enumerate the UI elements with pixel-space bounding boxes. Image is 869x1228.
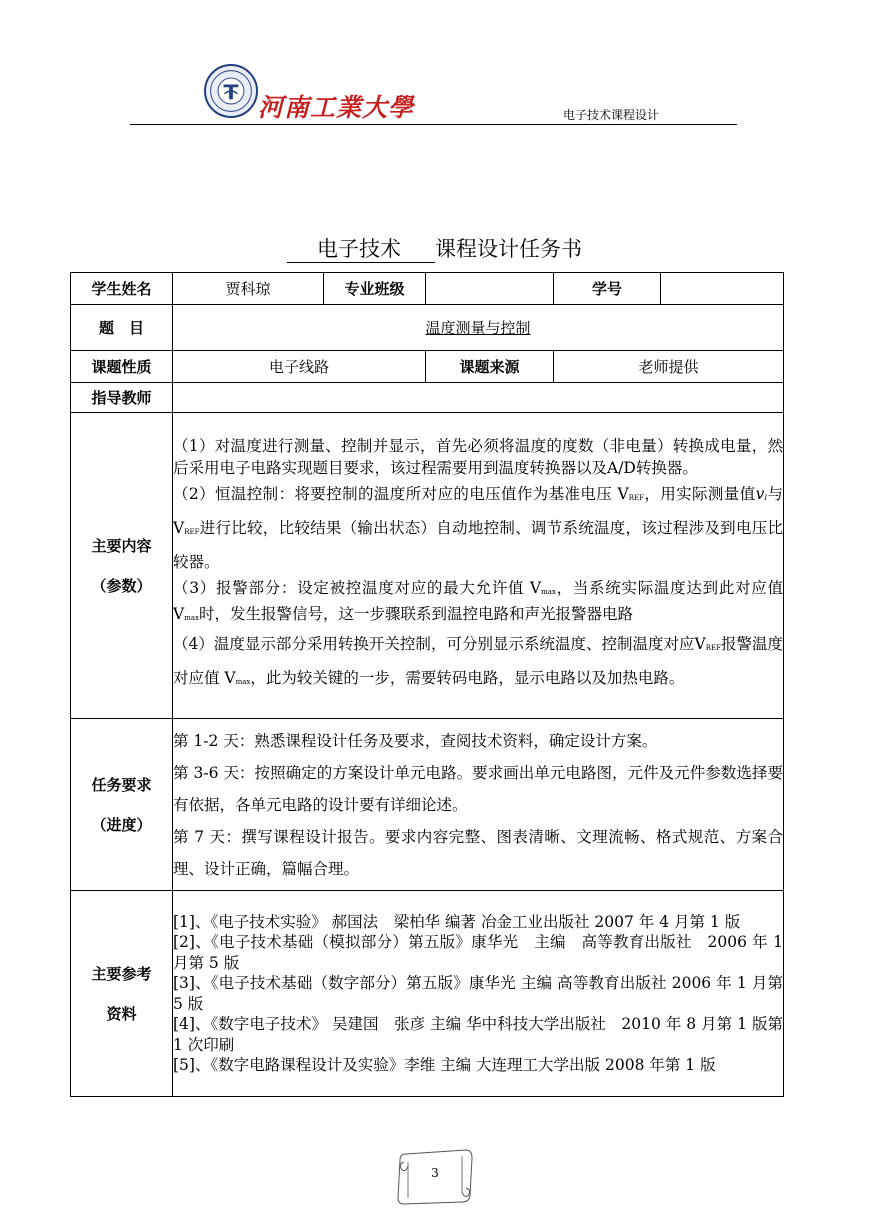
topic-value bbox=[173, 305, 784, 351]
table-row bbox=[71, 305, 784, 351]
reference-item: [5]、《数字电路课程设计及实验》李维 主编 大连理工大学出版 2008 年第 1 版 bbox=[173, 1056, 716, 1074]
class-value bbox=[426, 273, 554, 305]
reference-item: [2]、《电子技术基础（模拟部分）第五版》康华光 主编 高等教育出版社 2006 年 1 月第 5 版 bbox=[173, 933, 783, 972]
task-item: 第 7 天：撰写课程设计报告。要求内容完整、图表清晰、文理流畅、格式规范、方案合理、设计正确，篇幅合理。 bbox=[173, 827, 783, 878]
refs-label bbox=[71, 891, 173, 1097]
refs-label-line2: 资料 bbox=[106, 1004, 137, 1023]
content-label bbox=[71, 413, 173, 719]
content-paragraph-3: （3）报警部分：设定被控温度对应的最大允许值 Vmax，当系统实际温度达到此对应值 Vmax时，发生报警信号，这一步骤联系到温控电路和声光报警器电路 bbox=[173, 578, 783, 623]
class-label: 专业班级 bbox=[324, 273, 426, 305]
task-label-line1: 任务要求 bbox=[91, 775, 152, 794]
source-value: 老师提供 bbox=[554, 351, 784, 383]
table-row bbox=[71, 719, 784, 891]
task-item: 第 1-2 天：熟悉课程设计任务及要求，查阅技术资料，确定设计方案。 bbox=[173, 731, 658, 750]
student-id-value bbox=[661, 273, 784, 305]
task-label bbox=[71, 719, 173, 891]
reference-item: [4]、《数字电子技术》 吴建国 张彦 主编 华中科技大学出版社 2010 年 8 月第 1 版第 1 次印刷 bbox=[173, 1015, 783, 1054]
table-row bbox=[71, 383, 784, 413]
running-header-title: 电子技术课程设计 bbox=[563, 108, 660, 122]
page-number: 3 bbox=[431, 1166, 439, 1180]
content-label-line2: （参数） bbox=[91, 576, 152, 595]
table-row bbox=[71, 413, 784, 719]
advisor-label: 指导教师 bbox=[71, 383, 173, 413]
task-item: 第 3-6 天：按照确定的方案设计单元电路。要求画出单元电路图，元件及元件参数选择要有依据，各单元电路的设计要有详细论述。 bbox=[173, 763, 783, 814]
task-cell bbox=[173, 719, 784, 891]
table-row bbox=[71, 273, 784, 305]
document-title bbox=[0, 236, 869, 263]
student-id-label: 学号 bbox=[554, 273, 661, 305]
nature-label: 课题性质 bbox=[71, 351, 173, 383]
topic-label: 题 目 bbox=[71, 305, 173, 351]
topic-text: 温度测量与控制 bbox=[425, 319, 531, 337]
student-name-label: 学生姓名 bbox=[71, 273, 173, 305]
header-rule bbox=[130, 124, 737, 125]
content-paragraph-2: （2）恒温控制：将要控制的温度所对应的电压值作为基准电压 VREF，用实际测量值vI与 VREF进行比较，比较结果（输出状态）自动地控制、调节系统温度，该过程涉及到电压比较器。 bbox=[173, 484, 783, 571]
title-course-name: 电子技术 bbox=[287, 236, 435, 263]
task-table bbox=[70, 272, 784, 1097]
reference-item: [1]、《电子技术实验》 郝国法 梁柏华 编著 冶金工业出版社 2007 年 4 月第 1 版 bbox=[173, 912, 741, 931]
page-number-scroll bbox=[396, 1146, 474, 1206]
refs-cell bbox=[173, 891, 784, 1097]
refs-label-line1: 主要参考 bbox=[91, 964, 152, 983]
content-cell bbox=[173, 413, 784, 719]
advisor-value bbox=[173, 383, 784, 413]
student-name-value: 贾科琼 bbox=[173, 273, 324, 305]
task-label-line2: （进度） bbox=[91, 815, 152, 834]
content-paragraph-1: （1）对温度进行测量、控制并显示，首先必须将温度的度数（非电量）转换成电量，然后采用电子电路实现题目要求，该过程需要用到温度转换器以及A/D转换器。 bbox=[173, 436, 783, 477]
university-seal-logo bbox=[204, 64, 258, 118]
table-row bbox=[71, 351, 784, 383]
source-label: 课题来源 bbox=[426, 351, 554, 383]
reference-item: [3]、《电子技术基础（数字部分）第五版》康华光 主编 高等教育出版社 2006 年 1 月第 5 版 bbox=[173, 974, 784, 1013]
title-rest: 课程设计任务书 bbox=[435, 237, 582, 261]
content-label-line1: 主要内容 bbox=[91, 536, 152, 555]
university-logo-text: 河南工業大學 bbox=[258, 93, 415, 122]
content-paragraph-4: （4）温度显示部分采用转换开关控制，可分别显示系统温度、控制温度对应VREF报警温度对应值 Vmax，此为较关键的一步，需要转码电路，显示电路以及加热电路。 bbox=[173, 634, 783, 687]
nature-value: 电子线路 bbox=[173, 351, 426, 383]
table-row bbox=[71, 891, 784, 1097]
